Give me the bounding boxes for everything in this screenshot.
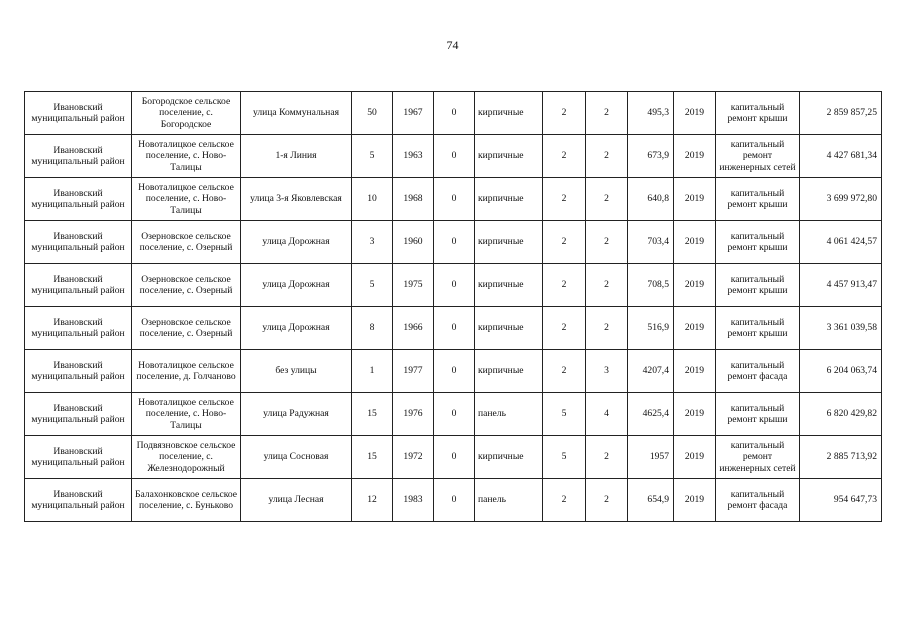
zero-value-cell: 0 [434, 307, 475, 350]
house-number-cell: 12 [352, 479, 393, 522]
build-year-cell: 1983 [393, 479, 434, 522]
zero-value-cell: 0 [434, 135, 475, 178]
plan-year-cell: 2019 [674, 393, 716, 436]
street-cell: улица Лесная [241, 479, 352, 522]
cost-cell: 2 859 857,25 [800, 92, 882, 135]
zero-value-cell: 0 [434, 221, 475, 264]
floors-cell: 5 [543, 393, 586, 436]
area-cell: 673,9 [628, 135, 674, 178]
table-row [25, 393, 882, 436]
work-type-cell: капитальный ремонт крыши [716, 221, 800, 264]
table-row [25, 264, 882, 307]
settlement-cell: Богородское сельское поселение, с. Богородское [132, 92, 241, 135]
street-cell: улица Дорожная [241, 221, 352, 264]
floors-cell: 2 [543, 307, 586, 350]
house-number-cell: 3 [352, 221, 393, 264]
district-cell: Ивановский муниципальный район [25, 307, 132, 350]
settlement-cell: Новоталицкое сельское поселение, с. Ново-Талицы [132, 393, 241, 436]
build-year-cell: 1968 [393, 178, 434, 221]
entrances-cell: 2 [586, 264, 628, 307]
plan-year-cell: 2019 [674, 178, 716, 221]
area-cell: 516,9 [628, 307, 674, 350]
house-number-cell: 8 [352, 307, 393, 350]
settlement-cell: Озерновское сельское поселение, с. Озерный [132, 264, 241, 307]
work-type-cell: капитальный ремонт крыши [716, 393, 800, 436]
plan-year-cell: 2019 [674, 92, 716, 135]
house-number-cell: 1 [352, 350, 393, 393]
district-cell: Ивановский муниципальный район [25, 393, 132, 436]
work-type-cell: капитальный ремонт крыши [716, 307, 800, 350]
build-year-cell: 1975 [393, 264, 434, 307]
wall-material-cell: кирпичные [475, 221, 543, 264]
table-row [25, 479, 882, 522]
cost-cell: 4 061 424,57 [800, 221, 882, 264]
plan-year-cell: 2019 [674, 135, 716, 178]
plan-year-cell: 2019 [674, 264, 716, 307]
wall-material-cell: кирпичные [475, 178, 543, 221]
page-number: 74 [446, 38, 459, 52]
area-cell: 703,4 [628, 221, 674, 264]
table-row [25, 178, 882, 221]
floors-cell: 2 [543, 92, 586, 135]
street-cell: без улицы [241, 350, 352, 393]
wall-material-cell: кирпичные [475, 135, 543, 178]
zero-value-cell: 0 [434, 92, 475, 135]
table-row [25, 307, 882, 350]
wall-material-cell: кирпичные [475, 264, 543, 307]
house-number-cell: 15 [352, 436, 393, 479]
house-number-cell: 50 [352, 92, 393, 135]
street-cell: улица Сосновая [241, 436, 352, 479]
work-type-cell: капитальный ремонт крыши [716, 92, 800, 135]
area-cell: 640,8 [628, 178, 674, 221]
district-cell: Ивановский муниципальный район [25, 135, 132, 178]
area-cell: 4207,4 [628, 350, 674, 393]
settlement-cell: Подвязновское сельское поселение, с. Железнодорожный [132, 436, 241, 479]
area-cell: 654,9 [628, 479, 674, 522]
area-cell: 4625,4 [628, 393, 674, 436]
cost-cell: 954 647,73 [800, 479, 882, 522]
entrances-cell: 2 [586, 307, 628, 350]
plan-year-cell: 2019 [674, 221, 716, 264]
house-number-cell: 5 [352, 264, 393, 307]
cost-cell: 2 885 713,92 [800, 436, 882, 479]
cost-cell: 3 699 972,80 [800, 178, 882, 221]
floors-cell: 2 [543, 350, 586, 393]
work-type-cell: капитальный ремонт крыши [716, 178, 800, 221]
wall-material-cell: кирпичные [475, 92, 543, 135]
table-row [25, 92, 882, 135]
work-type-cell: капитальный ремонт инженерных сетей [716, 436, 800, 479]
settlement-cell: Новоталицкое сельское поселение, с. Ново-Талицы [132, 135, 241, 178]
table-body [25, 92, 882, 522]
zero-value-cell: 0 [434, 350, 475, 393]
area-cell: 1957 [628, 436, 674, 479]
floors-cell: 2 [543, 221, 586, 264]
entrances-cell: 3 [586, 350, 628, 393]
cost-cell: 6 204 063,74 [800, 350, 882, 393]
work-type-cell: капитальный ремонт крыши [716, 264, 800, 307]
table-row [25, 350, 882, 393]
settlement-cell: Озерновское сельское поселение, с. Озерный [132, 221, 241, 264]
entrances-cell: 2 [586, 479, 628, 522]
district-cell: Ивановский муниципальный район [25, 264, 132, 307]
zero-value-cell: 0 [434, 479, 475, 522]
zero-value-cell: 0 [434, 264, 475, 307]
district-cell: Ивановский муниципальный район [25, 436, 132, 479]
floors-cell: 2 [543, 135, 586, 178]
work-type-cell: капитальный ремонт фасада [716, 350, 800, 393]
area-cell: 495,3 [628, 92, 674, 135]
settlement-cell: Новоталицкое сельское поселение, с. Ново-Талицы [132, 178, 241, 221]
house-number-cell: 10 [352, 178, 393, 221]
work-type-cell: капитальный ремонт инженерных сетей [716, 135, 800, 178]
build-year-cell: 1972 [393, 436, 434, 479]
street-cell: улица Дорожная [241, 264, 352, 307]
table-row [25, 221, 882, 264]
street-cell: улица Радужная [241, 393, 352, 436]
cost-cell: 3 361 039,58 [800, 307, 882, 350]
zero-value-cell: 0 [434, 436, 475, 479]
entrances-cell: 2 [586, 92, 628, 135]
floors-cell: 2 [543, 178, 586, 221]
housing-repair-table [24, 91, 882, 522]
house-number-cell: 15 [352, 393, 393, 436]
house-number-cell: 5 [352, 135, 393, 178]
district-cell: Ивановский муниципальный район [25, 178, 132, 221]
plan-year-cell: 2019 [674, 350, 716, 393]
zero-value-cell: 0 [434, 393, 475, 436]
wall-material-cell: кирпичные [475, 350, 543, 393]
wall-material-cell: кирпичные [475, 436, 543, 479]
district-cell: Ивановский муниципальный район [25, 350, 132, 393]
district-cell: Ивановский муниципальный район [25, 92, 132, 135]
wall-material-cell: панель [475, 393, 543, 436]
plan-year-cell: 2019 [674, 307, 716, 350]
entrances-cell: 2 [586, 221, 628, 264]
build-year-cell: 1963 [393, 135, 434, 178]
entrances-cell: 2 [586, 135, 628, 178]
build-year-cell: 1966 [393, 307, 434, 350]
entrances-cell: 2 [586, 178, 628, 221]
floors-cell: 5 [543, 436, 586, 479]
work-type-cell: капитальный ремонт фасада [716, 479, 800, 522]
cost-cell: 4 457 913,47 [800, 264, 882, 307]
district-cell: Ивановский муниципальный район [25, 221, 132, 264]
settlement-cell: Новоталицкое сельское поселение, д. Голчаново [132, 350, 241, 393]
floors-cell: 2 [543, 264, 586, 307]
plan-year-cell: 2019 [674, 436, 716, 479]
entrances-cell: 2 [586, 436, 628, 479]
cost-cell: 4 427 681,34 [800, 135, 882, 178]
build-year-cell: 1977 [393, 350, 434, 393]
settlement-cell: Балахонковское сельское поселение, с. Буньково [132, 479, 241, 522]
street-cell: улица 3-я Яковлевская [241, 178, 352, 221]
entrances-cell: 4 [586, 393, 628, 436]
table-row [25, 436, 882, 479]
street-cell: улица Коммунальная [241, 92, 352, 135]
plan-year-cell: 2019 [674, 479, 716, 522]
build-year-cell: 1967 [393, 92, 434, 135]
build-year-cell: 1960 [393, 221, 434, 264]
floors-cell: 2 [543, 479, 586, 522]
area-cell: 708,5 [628, 264, 674, 307]
street-cell: 1-я Линия [241, 135, 352, 178]
zero-value-cell: 0 [434, 178, 475, 221]
build-year-cell: 1976 [393, 393, 434, 436]
settlement-cell: Озерновское сельское поселение, с. Озерный [132, 307, 241, 350]
wall-material-cell: панель [475, 479, 543, 522]
cost-cell: 6 820 429,82 [800, 393, 882, 436]
district-cell: Ивановский муниципальный район [25, 479, 132, 522]
wall-material-cell: кирпичные [475, 307, 543, 350]
table-row [25, 135, 882, 178]
street-cell: улица Дорожная [241, 307, 352, 350]
